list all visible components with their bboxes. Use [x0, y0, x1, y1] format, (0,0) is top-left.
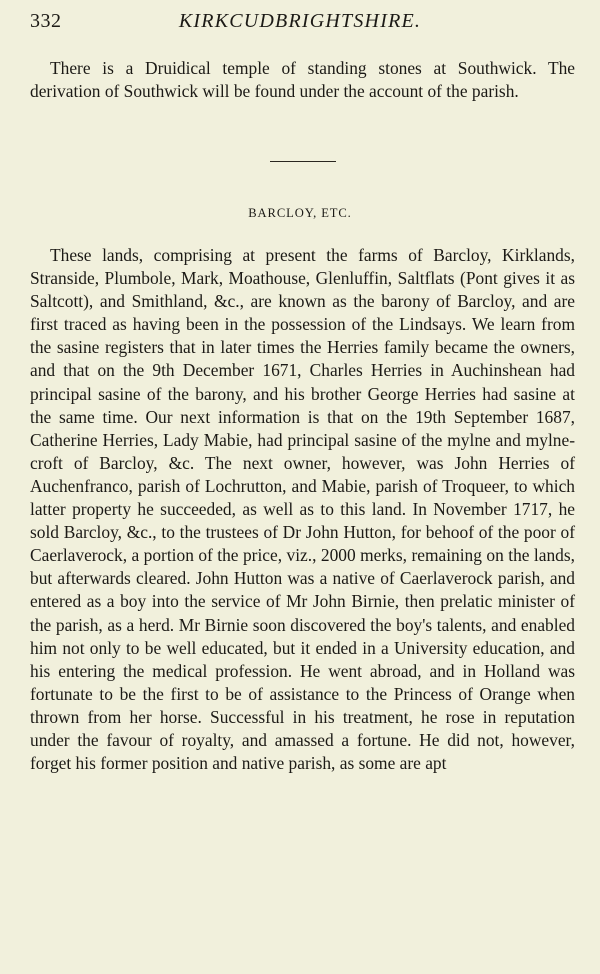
page-number: 332 [30, 10, 62, 32]
section-heading: BARCLOY, ETC. [248, 206, 352, 220]
page-header [30, 6, 570, 40]
section-paragraph: These lands, comprising at present the farms of Barcloy, Kirklands, Stranside, Plumbole, Mark, Moathouse, Glenluffin, Saltflats (Pont gives it as Saltcott), and Smithland, &c., are known as the barony of Barcloy, and are first traced as having been in the possession of the Lindsays. We learn from the sasine registers that in later times the Herries family became the owners, and that on the 9th December 1671, Charles Herries in Auchinshean had principal sasine of the barony, and his brother George Herries had sasine at the same time. Our next information is that on the 19th September 1687, Catherine Herries, Lady Mabie, had principal sasine of the mylne and mylne-croft of Barcloy, &c. The next owner, however, was John Herries of Auchenfranco, parish of Lochrutton, and Mabie, parish of Troqueer, to which latter property he succeeded, as well as to this land. In November 1717, he sold Barcloy, &c., to the trustees of Dr John Hutton, for behoof of the poor of Caerlaverock, a portion of the price, viz., 2000 merks, remaining on the lands, but afterwards cleared. John Hutton was a native of Caerlaverock parish, and entered as a boy into the service of Mr John Birnie, then prelatic minister of the parish, as a herd. Mr Birnie soon discovered the boy's talents, and enabled him not only to be well educated, but it ended in a University education, and his entering the medical profession. He went abroad, and in Holland was fortunate to be the first to be of assistance to the Princess of Orange when thrown from her horse. Successful in his treatment, he rose in reputation under the favour of royalty, and amassed a fortune. He did not, however, forget his former position and native parish, as some are apt [30, 245, 575, 774]
running-head: KIRKCUDBRIGHTSHIRE. [178, 10, 422, 32]
intro-paragraph-block [30, 57, 575, 102]
paragraph: There is a Druidical temple of standing stones at Southwick. The derivation of Southwick will be found under the account of the parish. [30, 58, 575, 101]
section-body-block [30, 244, 575, 775]
section-divider [270, 161, 336, 162]
